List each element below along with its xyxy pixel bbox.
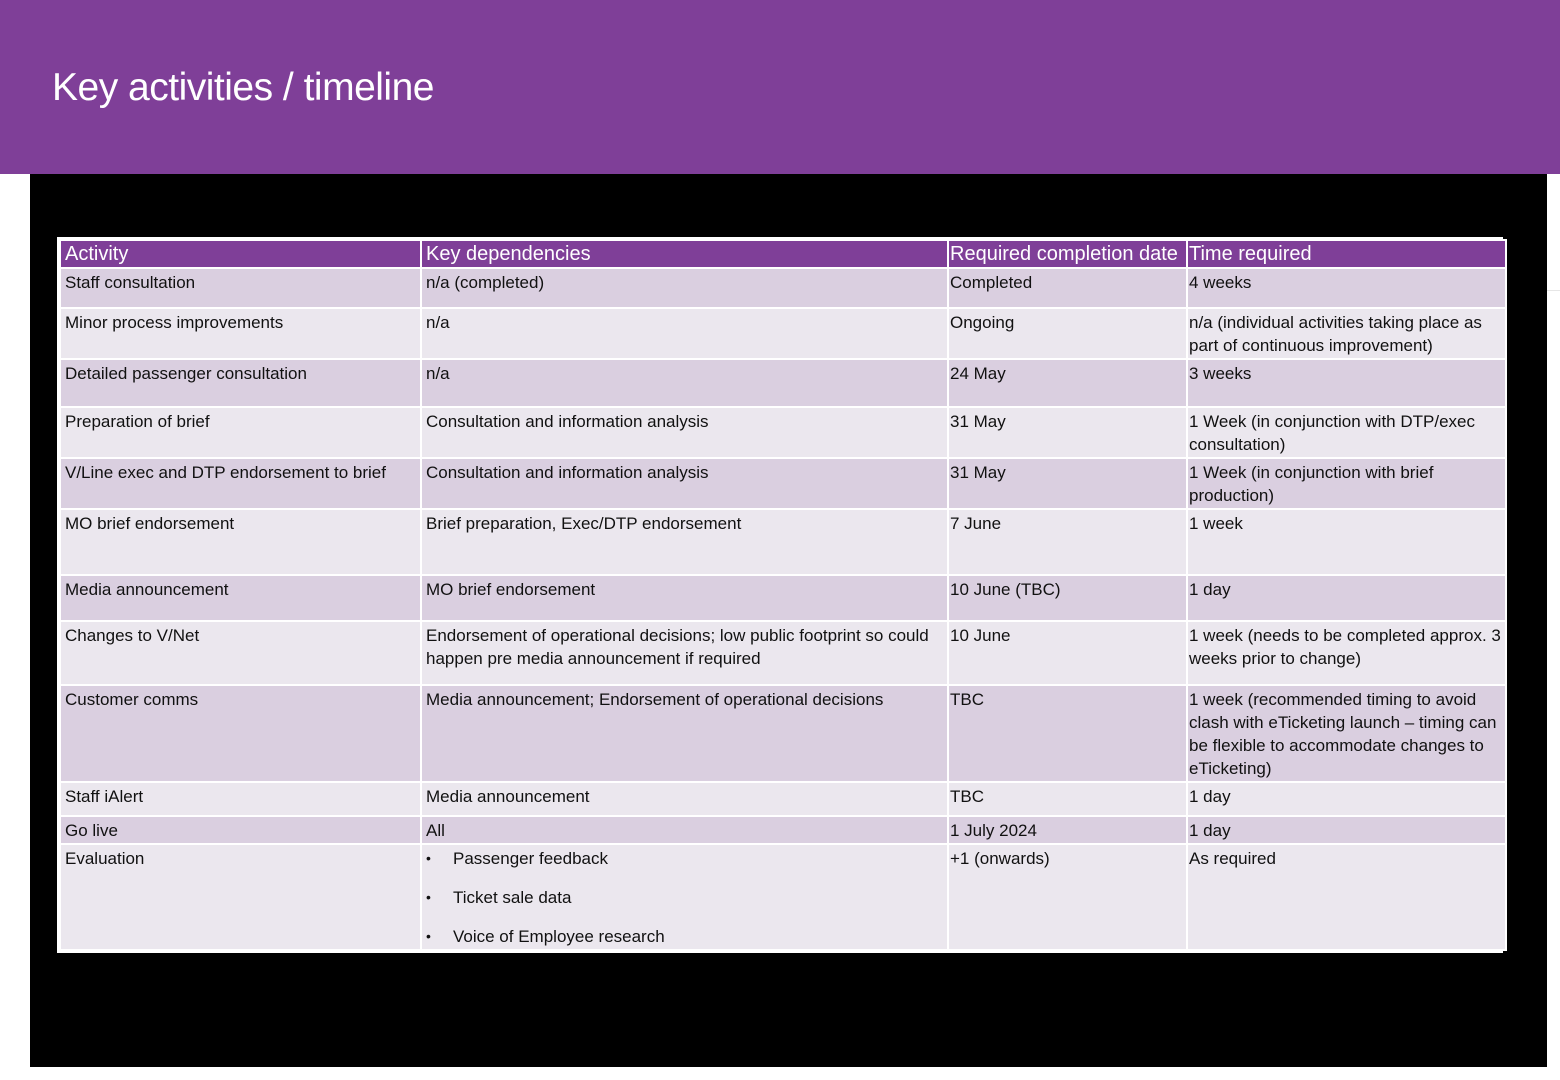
dependencies-cell: Media announcement; Endorsement of operational decisions <box>421 685 948 782</box>
dependencies-cell: MO brief endorsement <box>421 575 948 621</box>
timeline-table <box>59 239 1507 951</box>
timeline-table-container <box>57 237 1503 953</box>
activity-cell: MO brief endorsement <box>60 509 421 575</box>
table-row <box>60 844 1506 950</box>
dependencies-cell: Endorsement of operational decisions; low public footprint so could happen pre media announcement if required <box>421 621 948 685</box>
date-cell: +1 (onwards) <box>948 844 1187 950</box>
table-row <box>60 685 1506 782</box>
time-cell: 4 weeks <box>1187 268 1506 308</box>
dependencies-cell: Consultation and information analysis <box>421 407 948 458</box>
activity-cell: Evaluation <box>60 844 421 950</box>
time-cell: 1 Week (in conjunction with DTP/exec consultation) <box>1187 407 1506 458</box>
activity-cell: Changes to V/Net <box>60 621 421 685</box>
slide-title: Key activities / timeline <box>52 66 434 109</box>
date-cell: Ongoing <box>948 308 1187 359</box>
date-cell: 24 May <box>948 359 1187 407</box>
table-row <box>60 359 1506 407</box>
time-cell: As required <box>1187 844 1506 950</box>
bullet-text: Passenger feedback <box>453 849 608 868</box>
time-cell: 3 weeks <box>1187 359 1506 407</box>
time-cell: 1 week (needs to be completed approx. 3 weeks prior to change) <box>1187 621 1506 685</box>
table-row <box>60 458 1506 509</box>
time-cell: 1 day <box>1187 575 1506 621</box>
bullet-icon: • <box>426 850 431 866</box>
activity-cell: Customer comms <box>60 685 421 782</box>
bullet-icon: • <box>426 928 431 944</box>
activity-cell: Go live <box>60 816 421 844</box>
date-cell: 31 May <box>948 407 1187 458</box>
column-header-date: Required completion date <box>948 240 1187 268</box>
bullet-item <box>426 847 943 870</box>
table-row <box>60 575 1506 621</box>
dependencies-cell: Brief preparation, Exec/DTP endorsement <box>421 509 948 575</box>
bullet-text: Ticket sale data <box>453 888 572 907</box>
table-row <box>60 509 1506 575</box>
activity-cell: Detailed passenger consultation <box>60 359 421 407</box>
divider <box>1547 290 1560 291</box>
table-row <box>60 308 1506 359</box>
activity-cell: Minor process improvements <box>60 308 421 359</box>
date-cell: 1 July 2024 <box>948 816 1187 844</box>
date-cell: TBC <box>948 685 1187 782</box>
time-cell: 1 Week (in conjunction with brief production) <box>1187 458 1506 509</box>
dependencies-cell: n/a <box>421 308 948 359</box>
time-cell: 1 day <box>1187 782 1506 816</box>
dependency-bullet-list <box>426 847 943 948</box>
table-header-row <box>60 240 1506 268</box>
activity-cell: Staff consultation <box>60 268 421 308</box>
time-cell: 1 week <box>1187 509 1506 575</box>
date-cell: TBC <box>948 782 1187 816</box>
time-cell: n/a (individual activities taking place as part of continuous improvement) <box>1187 308 1506 359</box>
date-cell: 10 June (TBC) <box>948 575 1187 621</box>
time-cell: 1 day <box>1187 816 1506 844</box>
column-header-activity: Activity <box>60 240 421 268</box>
table-row <box>60 782 1506 816</box>
activity-cell: Staff iAlert <box>60 782 421 816</box>
column-header-dependencies: Key dependencies <box>421 240 948 268</box>
bullet-item <box>426 886 943 909</box>
title-banner <box>0 0 1560 174</box>
time-cell: 1 week (recommended timing to avoid clash with eTicketing launch – timing can be flexible to accommodate changes to eTicketing) <box>1187 685 1506 782</box>
dependencies-cell: Media announcement <box>421 782 948 816</box>
bullet-item <box>426 925 943 948</box>
dependencies-cell: n/a <box>421 359 948 407</box>
bullet-icon: • <box>426 889 431 905</box>
table-row <box>60 407 1506 458</box>
dependencies-cell: Consultation and information analysis <box>421 458 948 509</box>
bullet-text: Voice of Employee research <box>453 927 665 946</box>
activity-cell: V/Line exec and DTP endorsement to brief <box>60 458 421 509</box>
dependencies-cell: All <box>421 816 948 844</box>
date-cell: 7 June <box>948 509 1187 575</box>
dependencies-cell: n/a (completed) <box>421 268 948 308</box>
date-cell: 31 May <box>948 458 1187 509</box>
date-cell: 10 June <box>948 621 1187 685</box>
date-cell: Completed <box>948 268 1187 308</box>
activity-cell: Preparation of brief <box>60 407 421 458</box>
table-row <box>60 816 1506 844</box>
table-row <box>60 621 1506 685</box>
table-row <box>60 268 1506 308</box>
activity-cell: Media announcement <box>60 575 421 621</box>
column-header-time: Time required <box>1187 240 1506 268</box>
dependencies-cell <box>421 844 948 950</box>
